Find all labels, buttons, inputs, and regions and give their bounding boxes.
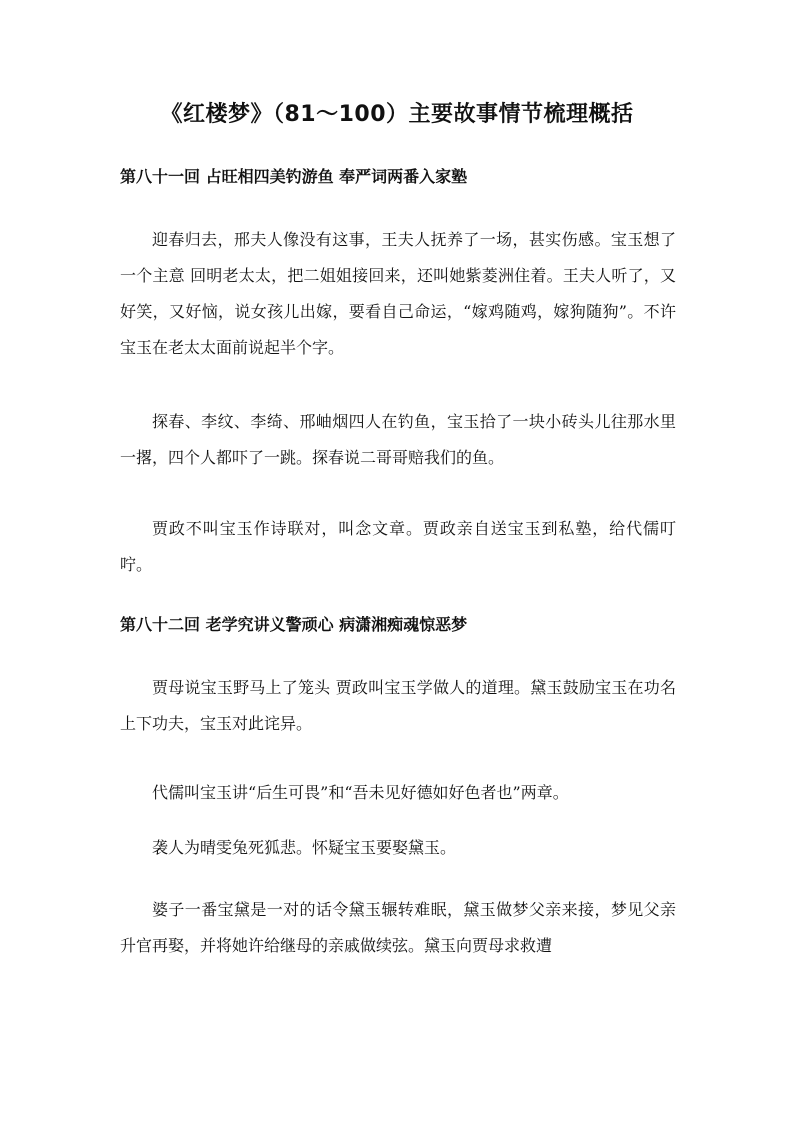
paragraph: 代儒叫宝玉讲“后生可畏”和“吾未见好德如好色者也”两章。: [152, 783, 569, 802]
chapter-82-paragraph-1: [120, 670, 676, 742]
paragraph: 婆子一番宝黛是一对的话令黛玉辗转难眠，黛玉做梦父亲来接，梦见父亲升官再娶，并将她许给继母的亲戚做续弦。黛玉向贾母求救遭: [120, 900, 676, 955]
chapter-82-paragraph-4: [120, 892, 676, 964]
paragraph: 探春、李纹、李绮、邢岫烟四人在钓鱼，宝玉拾了一块小砖头儿往那水里一撂，四个人都吓了一跳。探春说二哥哥赔我们的鱼。: [120, 412, 676, 467]
paragraph: 迎春归去，邢夫人像没有这事，王夫人抚养了一场，甚实伤感。宝玉想了一个主意 回明老太太，把二姐姐接回来，还叫她紫菱洲住着。王夫人听了，又好笑，又好恼，说女孩儿出嫁，要看自己命运，“嫁鸡随鸡，嫁狗随狗”。不许宝玉在老太太面前说起半个字。: [120, 230, 676, 357]
document-title: 《红楼梦》（81～100）主要故事情节梳理概括: [160, 102, 634, 127]
chapter-82-paragraph-3: [120, 830, 676, 866]
chapter-82-heading-block: [120, 612, 676, 638]
paragraph: 贾政不叫宝玉作诗联对，叫念文章。贾政亲自送宝玉到私塾，给代儒叮咛。: [120, 519, 676, 574]
chapter-heading: 第八十二回 老学究讲义警顽心 病潇湘痴魂惊恶梦: [120, 615, 468, 634]
chapter-82-paragraph-2: [120, 775, 676, 811]
paragraph: 贾母说宝玉野马上了笼头 贾政叫宝玉学做人的道理。黛玉鼓励宝玉在功名上下功夫，宝玉对此诧异。: [120, 678, 676, 733]
chapter-81-paragraph-3: [120, 511, 676, 583]
paragraph: 袭人为晴雯兔死狐悲。怀疑宝玉要娶黛玉。: [152, 838, 457, 857]
chapter-heading: 第八十一回 占旺相四美钓游鱼 奉严词两番入家塾: [120, 167, 468, 186]
chapter-81-paragraph-1: [120, 222, 676, 366]
chapter-81-heading-block: [120, 164, 676, 190]
chapter-81-paragraph-2: [120, 404, 676, 476]
